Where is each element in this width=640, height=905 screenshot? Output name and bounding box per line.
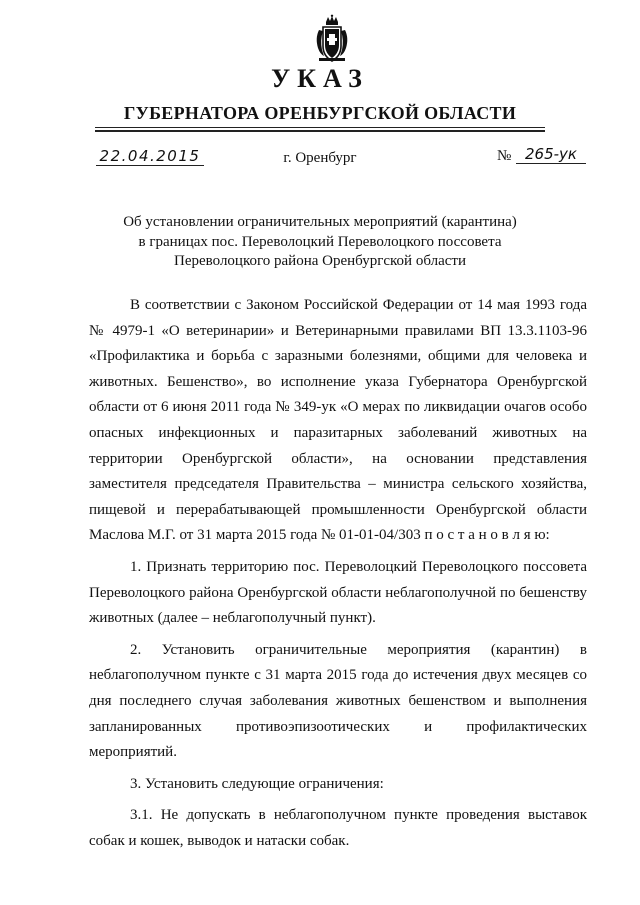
- header-divider: [95, 127, 545, 128]
- document-date: 22.04.2015: [96, 147, 204, 166]
- document-title: УКАЗ: [271, 64, 369, 93]
- item-1: 1. Признать территорию пос. Переволоцкий Переволоцкого поссовета Переволоцкого района Оренбургской области неблагополучной по бешенству животных (далее – неблагополучный пункт).: [89, 558, 587, 627]
- document-city: г. Оренбург: [283, 150, 357, 166]
- document-number: 265-ук: [516, 145, 586, 164]
- decree-heading: [100, 213, 540, 272]
- decree-body: [89, 293, 587, 854]
- intro-paragraph: В соответствии с Законом Российской Федерации от 14 мая 1993 года № 4979-1 «О ветеринарии» и Ветеринарными правилами ВП 13.3.1103-96 «Профилактика и борьба с заразными болезнями, общими для человека и животных. Бешенство», во исполнение указа Губернатора Оренбургской области от 6 июня 2011 года № 349-ук «О мерах по ликвидации очагов особо опасных инфекционных и паразитарных заболеваний животных на территории Оренбургской области», на основании представления заместителя председателя Правительства – министра сельского хозяйства, пищевой и перерабатывающей промышленности Оренбургской области Маслова М.Г. от 31 марта 2015 года № 01-01-04/303 п о с т а н о в л я ю:: [89, 297, 587, 544]
- heading-line: в границах пос. Переволоцкий Переволоцкого поссовета: [138, 233, 502, 250]
- heading-line: Об установлении ограничительных мероприятий (карантина): [123, 214, 517, 230]
- heading-line: Переволоцкого района Оренбургской области: [174, 253, 466, 269]
- item-2: 2. Установить ограничительные мероприятия (карантин) в неблагополучном пункте с 31 марта 2015 года до истечения двух месяцев со дня последнего случая заболевания животных бешенством и выполнения запланированных противоэпизоотических и профилактических мероприятий.: [89, 641, 587, 761]
- header-divider-thick: [95, 130, 545, 132]
- document-subtitle: ГУБЕРНАТОРА ОРЕНБУРГСКОЙ ОБЛАСТИ: [123, 103, 517, 123]
- item-3: 3. Установить следующие ограничения:: [130, 775, 384, 792]
- number-label: №: [497, 148, 512, 164]
- item-3-1: 3.1. Не допускать в неблагополучном пункте проведения выставок собак и кошек, выводок и натаски собак.: [89, 807, 587, 849]
- coat-of-arms-icon: [312, 14, 352, 64]
